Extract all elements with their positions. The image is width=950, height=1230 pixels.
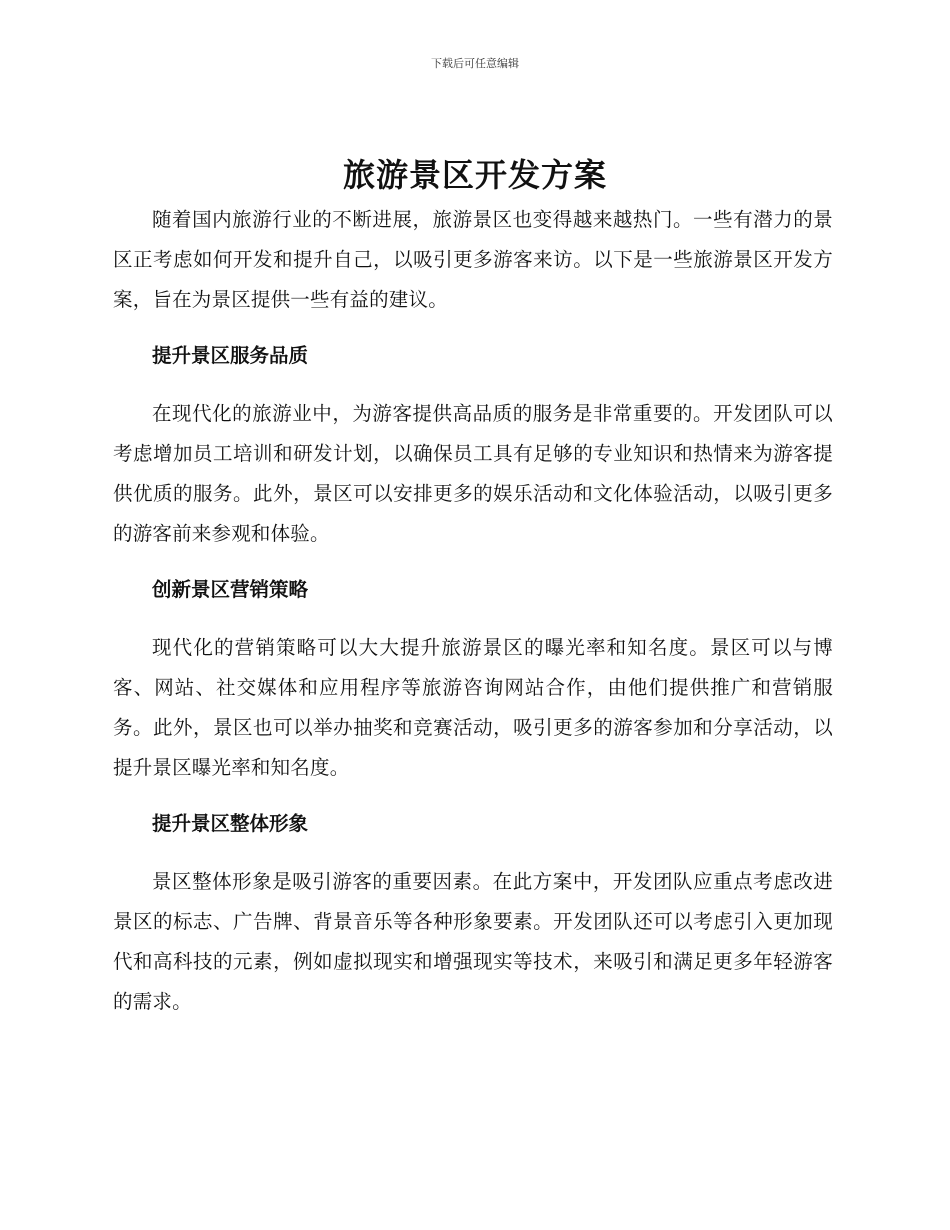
page-header: 下载后可任意编辑 <box>431 57 519 70</box>
intro-paragraph: 随着国内旅游行业的不断进展，旅游景区也变得越来越热门。一些有潜力的景区正考虑如何开发和提升自己，以吸引更多游客来访。以下是一些旅游景区开发方案，旨在为景区提供一些有益的建议。 <box>113 208 833 311</box>
section-heading-image: 提升景区整体形象 <box>152 812 309 835</box>
section-heading-marketing: 创新景区营销策略 <box>152 578 309 601</box>
section-body-service: 在现代化的旅游业中，为游客提供高品质的服务是非常重要的。开发团队可以考虑增加员工培训和研发计划，以确保员工具有足够的专业知识和热情来为游客提供优质的服务。此外，景区可以安排更多的娱乐活动和文化体验活动，以吸引更多的游客前来参观和体验。 <box>113 402 833 545</box>
section-body-image: 景区整体形象是吸引游客的重要因素。在此方案中，开发团队应重点考虑改进景区的标志、广告牌、背景音乐等各种形象要素。开发团队还可以考虑引入更加现代和高科技的元素，例如虚拟现实和增强现实等技术，来吸引和满足更多年轻游客的需求。 <box>113 870 833 1013</box>
document-body <box>113 200 833 1022</box>
document-title: 旅游景区开发方案 <box>342 156 607 194</box>
section-heading-service: 提升景区服务品质 <box>152 344 309 367</box>
section-body-marketing: 现代化的营销策略可以大大提升旅游景区的曝光率和知名度。景区可以与博客、网站、社交媒体和应用程序等旅游咨询网站合作，由他们提供推广和营销服务。此外，景区也可以举办抽奖和竞赛活动，吸引更多的游客参加和分享活动，以提升景区曝光率和知名度。 <box>113 636 833 779</box>
